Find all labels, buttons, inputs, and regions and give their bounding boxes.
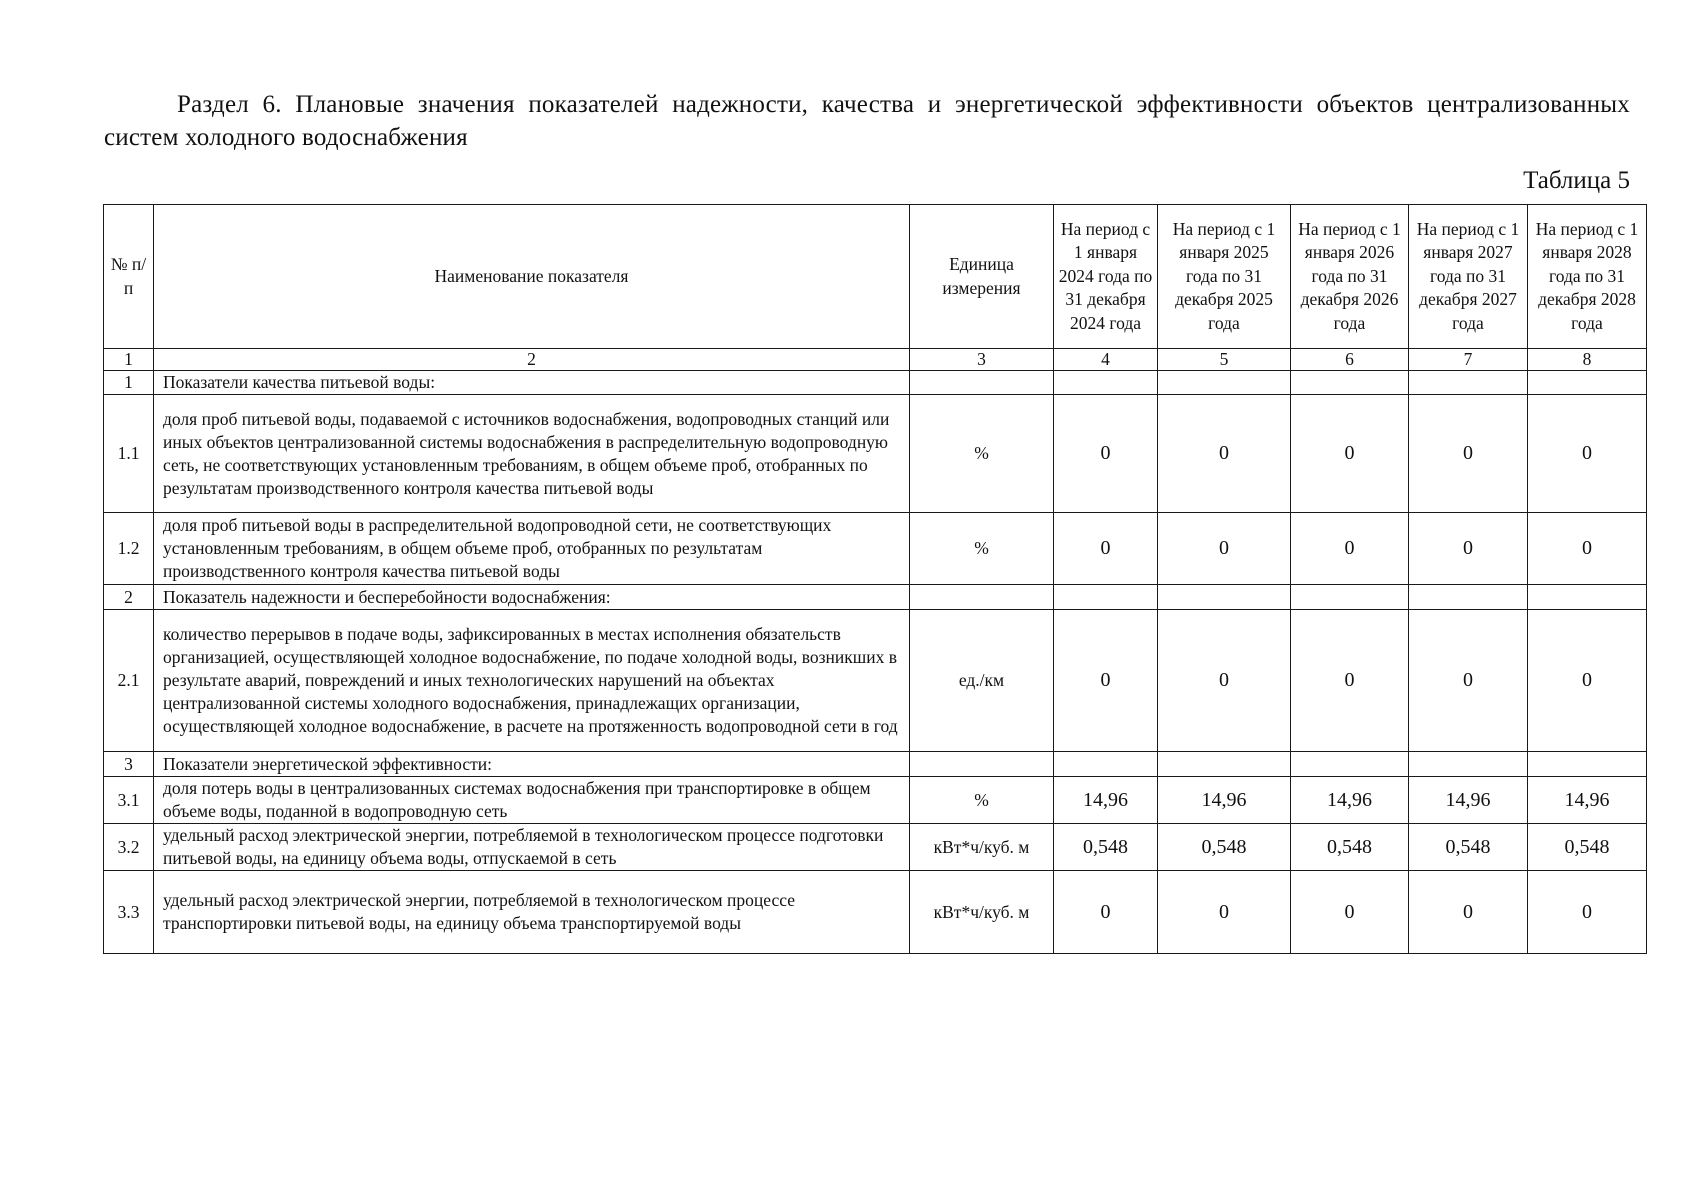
value-cell: 0: [1409, 610, 1528, 752]
value-cell: [1291, 371, 1409, 395]
row-number: 1.1: [104, 395, 154, 513]
value-cell: 0,548: [1409, 824, 1528, 871]
value-cell: [1054, 371, 1158, 395]
value-cell: 14,96: [1409, 777, 1528, 824]
value-cell: [1054, 585, 1158, 610]
value-cell: 0: [1158, 395, 1291, 513]
value-cell: 0: [1158, 610, 1291, 752]
row-number: 3.1: [104, 777, 154, 824]
table-row: [104, 395, 1647, 513]
value-cell: [1291, 585, 1409, 610]
value-cell: 0: [1291, 871, 1409, 954]
value-cell: [1528, 585, 1647, 610]
table-row-section-1: [104, 371, 1647, 395]
column-index: 4: [1054, 349, 1158, 371]
unit-cell: кВт*ч/куб. м: [910, 871, 1054, 954]
column-index: 1: [104, 349, 154, 371]
column-index: 8: [1528, 349, 1647, 371]
value-cell: [1158, 752, 1291, 777]
value-cell: 14,96: [1291, 777, 1409, 824]
value-cell: 0: [1158, 871, 1291, 954]
table-row: [104, 610, 1647, 752]
value-cell: [1528, 371, 1647, 395]
indicator-name: Показатели энергетической эффективности:: [154, 752, 910, 777]
table-row: [104, 871, 1647, 954]
unit-cell: [910, 585, 1054, 610]
value-cell: 0: [1054, 610, 1158, 752]
column-index: 5: [1158, 349, 1291, 371]
table-caption: Таблица 5: [1523, 167, 1630, 194]
row-number: 3.2: [104, 824, 154, 871]
indicator-name: доля проб питьевой воды в распределительной водопроводной сети, не соответствующих установленным требованиям, в общем объеме проб, отобранных по результатам производственного контроля качества питьевой воды: [154, 513, 910, 585]
value-cell: 0: [1054, 395, 1158, 513]
indicator-name: Показатели качества питьевой воды:: [154, 371, 910, 395]
row-number: 1.2: [104, 513, 154, 585]
value-cell: 0,548: [1528, 824, 1647, 871]
value-cell: 0: [1528, 395, 1647, 513]
indicator-name: Показатель надежности и бесперебойности водоснабжения:: [154, 585, 910, 610]
table-row-section-3: [104, 752, 1647, 777]
value-cell: 14,96: [1528, 777, 1647, 824]
table-row-section-2: [104, 585, 1647, 610]
header-period-2028: На период с 1 января 2028 года по 31 декабря 2028 года: [1528, 205, 1647, 349]
unit-cell: [910, 752, 1054, 777]
row-number: 2.1: [104, 610, 154, 752]
value-cell: 0: [1291, 513, 1409, 585]
value-cell: 0,548: [1291, 824, 1409, 871]
column-index-row: [104, 349, 1647, 371]
table-row: [104, 777, 1647, 824]
indicators-table: [103, 204, 1647, 954]
unit-cell: %: [910, 513, 1054, 585]
value-cell: 0: [1291, 395, 1409, 513]
table-row: [104, 513, 1647, 585]
header-period-2025: На период с 1 января 2025 года по 31 декабря 2025 года: [1158, 205, 1291, 349]
value-cell: [1291, 752, 1409, 777]
row-number: 3.3: [104, 871, 154, 954]
value-cell: [1158, 585, 1291, 610]
value-cell: [1409, 371, 1528, 395]
value-cell: 0,548: [1158, 824, 1291, 871]
value-cell: 14,96: [1054, 777, 1158, 824]
indicator-name: количество перерывов в подаче воды, зафиксированных в местах исполнения обязательств организацией, осуществляющей холодное водоснабжение, по подаче холодной воды, возникших в результате аварий, повреждений и иных технологических нарушений на объектах централизованной системы холодного водоснабжения, принадлежащих организации, осуществляющей холодное водоснабжение, в расчете на протяженность водопроводной сети в год: [154, 610, 910, 752]
section-heading: Раздел 6. Плановые значения показателей надежности, качества и энергетической эффективности объектов централизованных систем холодного водоснабжения: [104, 91, 1630, 151]
unit-cell: %: [910, 777, 1054, 824]
row-number: 1: [104, 371, 154, 395]
value-cell: [1409, 585, 1528, 610]
value-cell: 0: [1158, 513, 1291, 585]
header-period-2026: На период с 1 января 2026 года по 31 декабря 2026 года: [1291, 205, 1409, 349]
indicator-name: удельный расход электрической энергии, потребляемой в технологическом процессе транспортировки питьевой воды, на единицу объема транспортируемой воды: [154, 871, 910, 954]
value-cell: [1528, 752, 1647, 777]
value-cell: 0: [1409, 513, 1528, 585]
value-cell: 0: [1054, 513, 1158, 585]
unit-cell: [910, 371, 1054, 395]
value-cell: 0: [1291, 610, 1409, 752]
header-row: [104, 205, 1647, 349]
header-unit: Единица измерения: [910, 205, 1054, 349]
value-cell: [1409, 752, 1528, 777]
value-cell: 0,548: [1054, 824, 1158, 871]
value-cell: 0: [1528, 610, 1647, 752]
row-number: 3: [104, 752, 154, 777]
column-index: 2: [154, 349, 910, 371]
indicator-name: удельный расход электрической энергии, потребляемой в технологическом процессе подготовки питьевой воды, на единицу объема воды, отпускаемой в сеть: [154, 824, 910, 871]
unit-cell: %: [910, 395, 1054, 513]
value-cell: 0: [1528, 871, 1647, 954]
header-period-2027: На период с 1 января 2027 года по 31 декабря 2027 года: [1409, 205, 1528, 349]
value-cell: 0: [1054, 871, 1158, 954]
value-cell: 0: [1528, 513, 1647, 585]
column-index: 6: [1291, 349, 1409, 371]
value-cell: [1158, 371, 1291, 395]
table-row: [104, 824, 1647, 871]
header-num: № п/ п: [104, 205, 154, 349]
row-number: 2: [104, 585, 154, 610]
value-cell: [1054, 752, 1158, 777]
header-name: Наименование показателя: [154, 205, 910, 349]
value-cell: 14,96: [1158, 777, 1291, 824]
value-cell: 0: [1409, 871, 1528, 954]
value-cell: 0: [1409, 395, 1528, 513]
header-period-2024: На период с 1 января 2024 года по 31 декабря 2024 года: [1054, 205, 1158, 349]
indicator-name: доля проб питьевой воды, подаваемой с источников водоснабжения, водопроводных станций или иных объектов централизованной системы водоснабжения в распределительную водопроводную сеть, не соответствующих установленным требованиям, в общем объеме проб, отобранных по результатам производственного контроля качества питьевой воды: [154, 395, 910, 513]
indicator-name: доля потерь воды в централизованных системах водоснабжения при транспортировке в общем объеме воды, поданной в водопроводную сеть: [154, 777, 910, 824]
unit-cell: ед./км: [910, 610, 1054, 752]
unit-cell: кВт*ч/куб. м: [910, 824, 1054, 871]
column-index: 3: [910, 349, 1054, 371]
column-index: 7: [1409, 349, 1528, 371]
